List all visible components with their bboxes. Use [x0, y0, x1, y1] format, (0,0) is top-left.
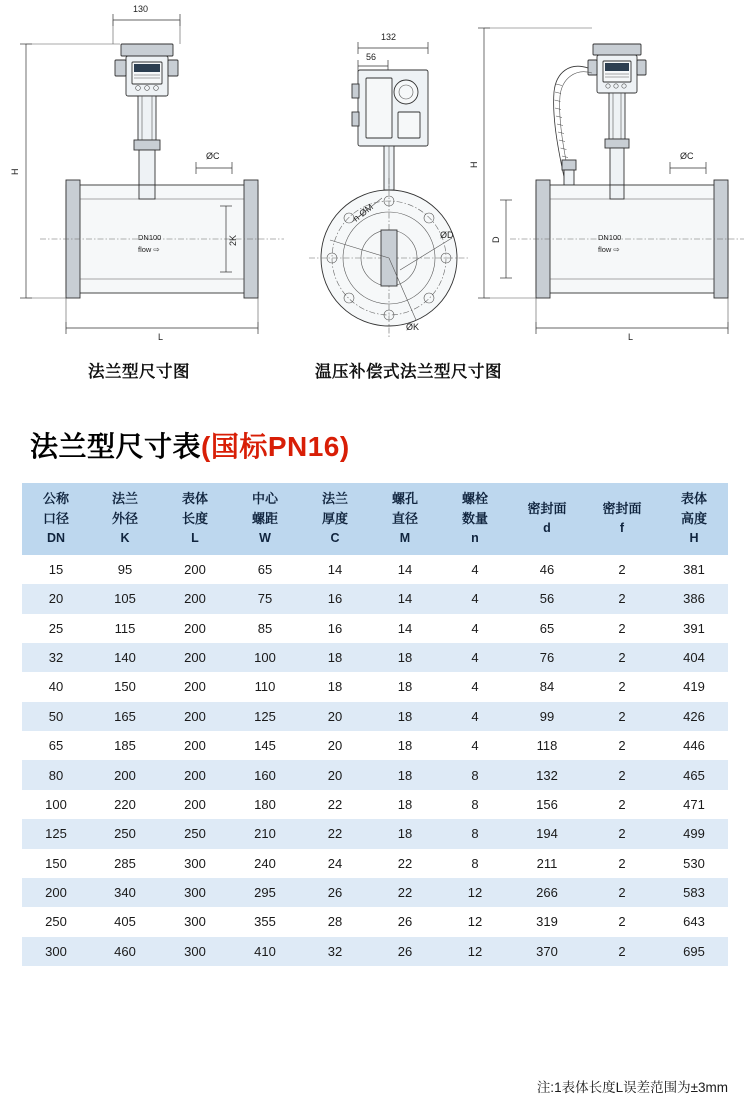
col-header-d-sym: d — [543, 521, 551, 536]
table-cell: 4 — [440, 614, 510, 643]
table-cell: 404 — [660, 643, 728, 672]
table-cell: 22 — [370, 878, 440, 907]
technical-drawings-area — [0, 0, 750, 400]
table-cell: 410 — [230, 937, 300, 966]
table-cell: 2 — [584, 937, 660, 966]
col-header-c-l1: 法兰 — [321, 491, 348, 506]
table-row — [22, 819, 728, 848]
table-cell: 118 — [510, 731, 584, 760]
table-cell: 8 — [440, 849, 510, 878]
table-cell: 180 — [230, 790, 300, 819]
col-header-m-l1: 螺孔 — [391, 491, 418, 506]
svg-text:H: H — [469, 161, 479, 168]
drawing-compensated-flange-type — [469, 28, 744, 342]
table-cell: 2 — [584, 731, 660, 760]
svg-text:ØC: ØC — [206, 151, 220, 161]
drawing-front-view — [309, 32, 469, 338]
col-header-h — [660, 483, 728, 555]
table-cell: 65 — [510, 614, 584, 643]
col-header-k-sym: K — [120, 531, 130, 545]
table-cell: 26 — [370, 907, 440, 936]
svg-text:ØK: ØK — [406, 322, 420, 332]
table-cell: 8 — [440, 760, 510, 789]
table-cell: 22 — [300, 790, 370, 819]
col-header-n-l2: 数量 — [461, 510, 488, 526]
table-cell: 419 — [660, 672, 728, 701]
col-header-c-l2: 厚度 — [321, 510, 348, 526]
table-cell: 26 — [370, 937, 440, 966]
table-cell: 16 — [300, 614, 370, 643]
table-cell: 22 — [370, 849, 440, 878]
table-cell: 210 — [230, 819, 300, 848]
table-cell: 2 — [584, 760, 660, 789]
col-header-dn-l1: 公称 — [42, 491, 69, 506]
table-cell: 465 — [660, 760, 728, 789]
col-header-l-l2: 长度 — [181, 510, 208, 526]
table-cell: 2 — [584, 643, 660, 672]
table-cell: 405 — [90, 907, 160, 936]
table-cell: 200 — [160, 702, 230, 731]
svg-text:ØC: ØC — [680, 151, 694, 161]
table-row — [22, 790, 728, 819]
table-cell: 18 — [370, 643, 440, 672]
table-cell: 2 — [584, 584, 660, 613]
col-header-h-l2: 高度 — [680, 510, 707, 526]
table-row — [22, 849, 728, 878]
col-header-l-sym: L — [191, 531, 199, 545]
col-header-dn-l2: 口径 — [42, 510, 69, 526]
table-cell: 125 — [230, 702, 300, 731]
table-cell: 200 — [90, 760, 160, 789]
table-cell: 295 — [230, 878, 300, 907]
table-cell: 18 — [300, 672, 370, 701]
table-cell: 15 — [22, 555, 90, 584]
table-row — [22, 672, 728, 701]
col-header-dn-sym: DN — [46, 531, 66, 545]
table-cell: 2 — [584, 672, 660, 701]
table-cell: 4 — [440, 731, 510, 760]
table-cell: 12 — [440, 878, 510, 907]
table-cell: 2 — [584, 702, 660, 731]
table-row — [22, 907, 728, 936]
col-header-w-sym: W — [259, 531, 271, 545]
table-cell: 56 — [510, 584, 584, 613]
col-header-m-l2: 直径 — [391, 510, 418, 526]
col-header-dn — [22, 483, 90, 555]
table-cell: 2 — [584, 849, 660, 878]
table-cell: 460 — [90, 937, 160, 966]
table-cell: 300 — [22, 937, 90, 966]
table-cell: 2 — [584, 907, 660, 936]
col-header-f-sym: f — [619, 521, 625, 536]
col-header-w-l2: 螺距 — [251, 510, 278, 526]
table-cell: 100 — [22, 790, 90, 819]
col-header-c — [300, 483, 370, 555]
table-cell: 75 — [230, 584, 300, 613]
table-cell: 26 — [300, 878, 370, 907]
col-header-f — [584, 483, 660, 555]
svg-text:ØD: ØD — [440, 230, 454, 240]
svg-text:132: 132 — [381, 32, 397, 42]
col-header-n-sym: n — [471, 531, 479, 545]
table-cell: 220 — [90, 790, 160, 819]
table-cell: 12 — [440, 937, 510, 966]
table-cell: 20 — [300, 702, 370, 731]
col-header-l-l1: 表体 — [181, 491, 208, 506]
table-cell: 300 — [160, 878, 230, 907]
table-cell: 643 — [660, 907, 728, 936]
table-cell: 28 — [300, 907, 370, 936]
table-cell: 426 — [660, 702, 728, 731]
table-cell: 14 — [370, 555, 440, 584]
table-cell: 18 — [370, 760, 440, 789]
table-cell: 145 — [230, 731, 300, 760]
caption-flange-type: 法兰型尺寸图 — [88, 363, 190, 381]
table-cell: 18 — [370, 702, 440, 731]
table-cell: 319 — [510, 907, 584, 936]
col-header-f-l2: 密封面 — [602, 500, 642, 516]
spec-table-wrapper — [22, 483, 728, 966]
col-header-w-l1: 中心 — [251, 491, 278, 506]
table-cell: 250 — [90, 819, 160, 848]
table-cell: 84 — [510, 672, 584, 701]
col-header-m-sym: M — [399, 531, 411, 545]
table-cell: 110 — [230, 672, 300, 701]
table-row — [22, 878, 728, 907]
table-row — [22, 614, 728, 643]
drawings-svg — [0, 0, 750, 400]
svg-text:130: 130 — [133, 4, 149, 14]
table-cell: 4 — [440, 672, 510, 701]
col-header-w — [230, 483, 300, 555]
table-cell: 4 — [440, 702, 510, 731]
table-cell: 695 — [660, 937, 728, 966]
table-cell: 105 — [90, 584, 160, 613]
table-cell: 499 — [660, 819, 728, 848]
col-header-k — [90, 483, 160, 555]
caption-compensated-flange-type: 温压补偿式法兰型尺寸图 — [315, 363, 502, 381]
table-cell: 14 — [370, 584, 440, 613]
col-header-d-l2: 密封面 — [527, 500, 567, 516]
table-cell: 370 — [510, 937, 584, 966]
table-row — [22, 731, 728, 760]
svg-text:flow ⇨: flow ⇨ — [598, 245, 620, 254]
table-cell: 300 — [160, 907, 230, 936]
table-cell: 446 — [660, 731, 728, 760]
col-header-l — [160, 483, 230, 555]
table-cell: 381 — [660, 555, 728, 584]
page-title — [30, 425, 350, 465]
table-cell: 8 — [440, 790, 510, 819]
table-cell: 266 — [510, 878, 584, 907]
table-cell: 65 — [22, 731, 90, 760]
col-header-n-l1: 螺栓 — [461, 491, 488, 506]
table-cell: 211 — [510, 849, 584, 878]
table-cell: 240 — [230, 849, 300, 878]
table-cell: 2 — [584, 555, 660, 584]
table-cell: 530 — [660, 849, 728, 878]
table-cell: 200 — [160, 760, 230, 789]
table-cell: 46 — [510, 555, 584, 584]
table-cell: 2 — [584, 790, 660, 819]
svg-text:L: L — [628, 332, 634, 342]
table-row — [22, 643, 728, 672]
table-cell: 185 — [90, 731, 160, 760]
table-body — [22, 555, 728, 966]
table-row — [22, 937, 728, 966]
table-cell: 2 — [584, 614, 660, 643]
table-cell: 156 — [510, 790, 584, 819]
table-cell: 2 — [584, 819, 660, 848]
table-cell: 200 — [160, 643, 230, 672]
table-cell: 85 — [230, 614, 300, 643]
table-cell: 4 — [440, 555, 510, 584]
table-cell: 4 — [440, 643, 510, 672]
col-header-h-sym: H — [689, 531, 699, 545]
table-row — [22, 760, 728, 789]
table-cell: 386 — [660, 584, 728, 613]
col-header-k-l2: 外径 — [111, 510, 138, 526]
table-cell: 8 — [440, 819, 510, 848]
table-cell: 165 — [90, 702, 160, 731]
table-cell: 200 — [160, 614, 230, 643]
table-cell: 132 — [510, 760, 584, 789]
col-header-h-l1: 表体 — [680, 491, 707, 506]
table-cell: 300 — [160, 849, 230, 878]
col-header-d — [510, 483, 584, 555]
table-cell: 391 — [660, 614, 728, 643]
svg-text:DN100: DN100 — [598, 233, 622, 242]
svg-text:DN100: DN100 — [138, 233, 162, 242]
table-cell: 20 — [22, 584, 90, 613]
col-header-c-sym: C — [330, 531, 340, 545]
table-cell: 150 — [22, 849, 90, 878]
table-cell: 340 — [90, 878, 160, 907]
table-row — [22, 584, 728, 613]
table-cell: 200 — [160, 672, 230, 701]
svg-text:56: 56 — [366, 52, 377, 62]
table-cell: 32 — [300, 937, 370, 966]
table-cell: 200 — [160, 584, 230, 613]
table-row — [22, 555, 728, 584]
table-cell: 2 — [584, 878, 660, 907]
table-cell: 65 — [230, 555, 300, 584]
table-cell: 25 — [22, 614, 90, 643]
table-cell: 200 — [160, 731, 230, 760]
table-cell: 18 — [300, 643, 370, 672]
table-cell: 100 — [230, 643, 300, 672]
table-cell: 12 — [440, 907, 510, 936]
table-cell: 200 — [160, 555, 230, 584]
table-cell: 160 — [230, 760, 300, 789]
drawing-flange-type — [10, 4, 284, 342]
svg-text:flow ⇨: flow ⇨ — [138, 245, 160, 254]
table-cell: 471 — [660, 790, 728, 819]
page-title-main: 法兰型尺寸表 — [30, 431, 202, 462]
table-cell: 76 — [510, 643, 584, 672]
table-cell: 300 — [160, 937, 230, 966]
table-cell: 355 — [230, 907, 300, 936]
col-header-m — [370, 483, 440, 555]
table-cell: 50 — [22, 702, 90, 731]
table-cell: 200 — [22, 878, 90, 907]
svg-text:2K: 2K — [228, 234, 238, 246]
col-header-k-l1: 法兰 — [111, 491, 138, 506]
table-cell: 200 — [160, 790, 230, 819]
table-header-row — [22, 483, 728, 555]
table-cell: 16 — [300, 584, 370, 613]
table-cell: 95 — [90, 555, 160, 584]
table-cell: 4 — [440, 584, 510, 613]
table-cell: 80 — [22, 760, 90, 789]
table-cell: 18 — [370, 790, 440, 819]
svg-text:L: L — [158, 332, 164, 342]
table-cell: 14 — [370, 614, 440, 643]
table-cell: 583 — [660, 878, 728, 907]
table-cell: 115 — [90, 614, 160, 643]
table-cell: 18 — [370, 819, 440, 848]
table-cell: 20 — [300, 760, 370, 789]
table-cell: 32 — [22, 643, 90, 672]
table-cell: 140 — [90, 643, 160, 672]
table-cell: 150 — [90, 672, 160, 701]
table-cell: 20 — [300, 731, 370, 760]
table-cell: 18 — [370, 672, 440, 701]
table-cell: 285 — [90, 849, 160, 878]
table-cell: 250 — [160, 819, 230, 848]
flange-dimension-table — [22, 483, 728, 966]
table-cell: 194 — [510, 819, 584, 848]
table-cell: 22 — [300, 819, 370, 848]
table-cell: 24 — [300, 849, 370, 878]
page-title-accent: (国标PN16) — [201, 431, 350, 462]
table-cell: 14 — [300, 555, 370, 584]
col-header-n — [440, 483, 510, 555]
table-row — [22, 702, 728, 731]
table-cell: 125 — [22, 819, 90, 848]
table-cell: 40 — [22, 672, 90, 701]
svg-text:n-ØM: n-ØM — [351, 201, 375, 224]
table-note: 注:1表体长度L误差范围为±3mm — [536, 1080, 728, 1095]
svg-text:D: D — [491, 236, 501, 243]
svg-text:H: H — [10, 168, 20, 175]
table-cell: 99 — [510, 702, 584, 731]
table-cell: 250 — [22, 907, 90, 936]
table-cell: 18 — [370, 731, 440, 760]
